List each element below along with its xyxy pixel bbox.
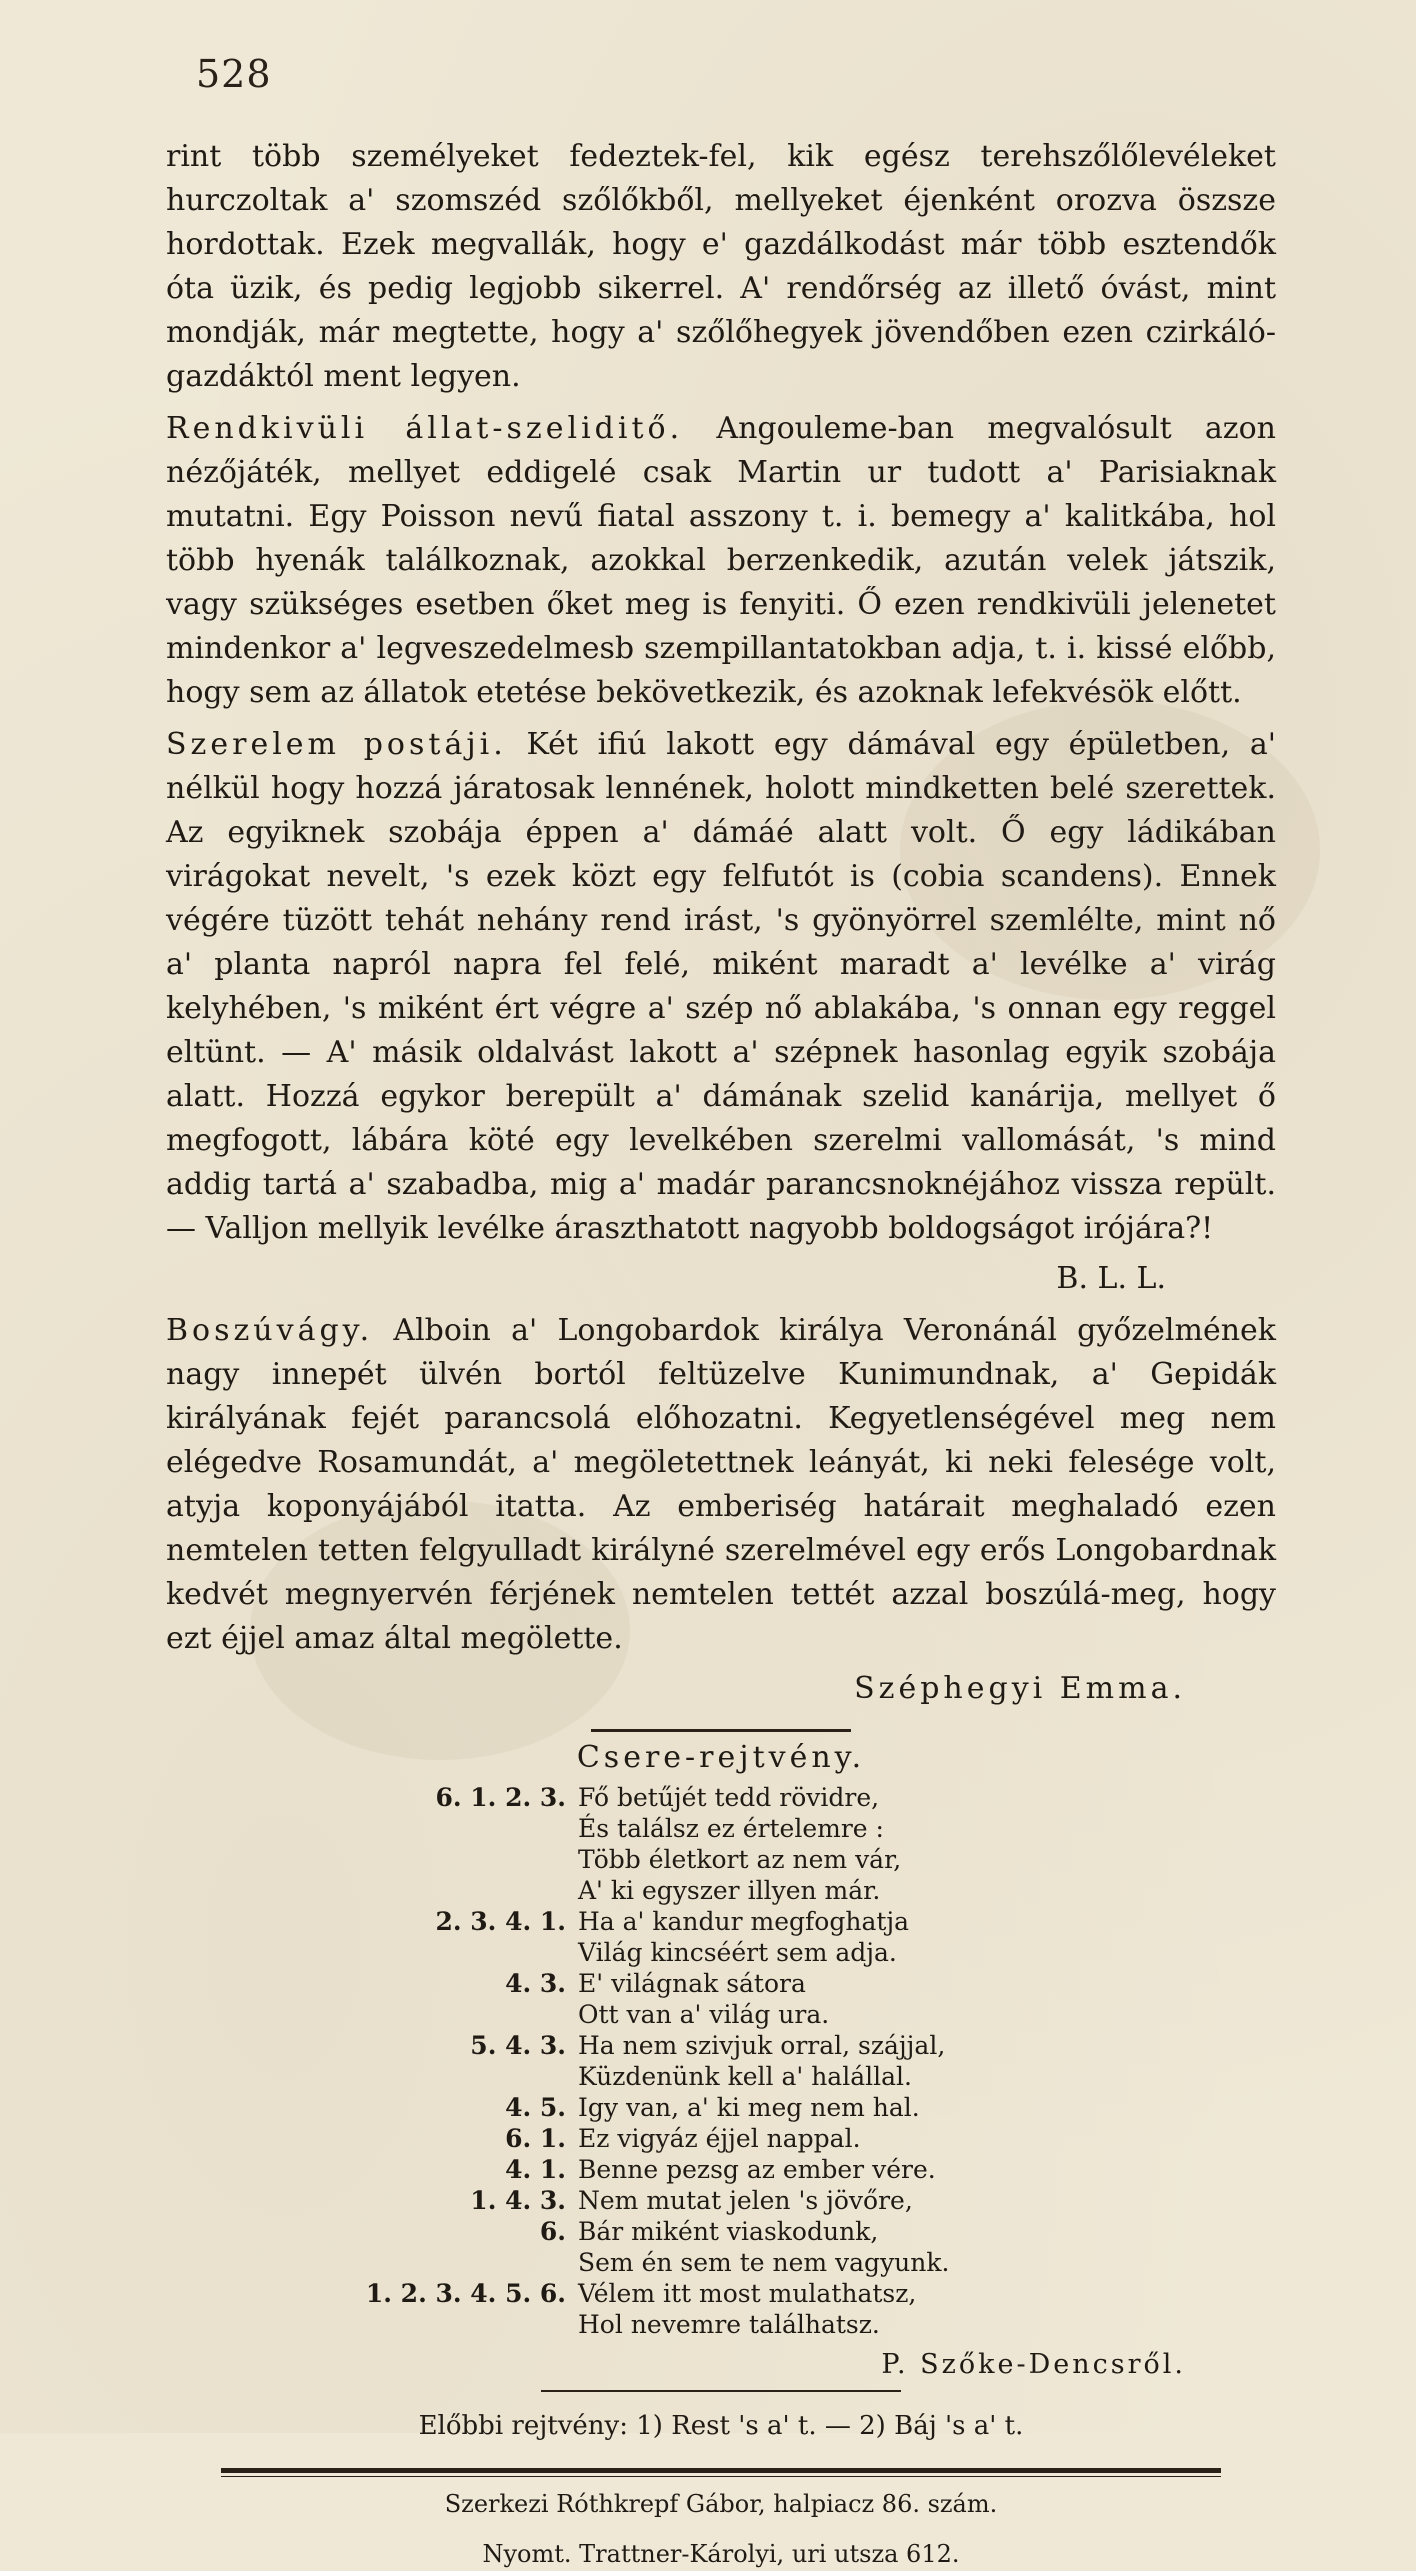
verse-line-number: 1. 4. 3. [470,2186,566,2215]
verse-line-text: Világ kincséért sem adja. [578,1938,897,1967]
verse-line-text: Több életkort az nem vár, [578,1845,902,1874]
verse-line-text: Ez vigyáz éjjel nappal. [578,2124,861,2153]
paragraph-heading: Rendkivüli állat-szeliditő. [166,411,684,446]
verse-line-number: 6. 1. [505,2124,566,2153]
paragraph-heading: Szerelem postáji. [166,727,507,762]
verse-line-number [206,2247,566,2278]
verse-line-number [206,1813,566,1844]
verse-line-number: 4. 5. [505,2093,566,2122]
article-paragraph-2 [166,407,1276,715]
verse-line-number: 5. 4. 3. [470,2031,566,2060]
puzzle-divider [541,2390,901,2392]
verse-line-text: E' világnak sátora [578,1969,806,1998]
verse-line-text: Küzdenünk kell a' halállal. [578,2062,912,2091]
article-paragraph-3 [166,723,1276,1251]
paragraph-text: Angouleme-ban megvalósult azon nézőjáték, mellyet eddigelé csak Martin ur tudott a' Parisiaknak mutatni. Egy Poisson nevű fiatal asszony t. i. bemegy a' kalitkába, hol több hyenák találkoznak, azokkal berzenkedik, azután velek játszik, vagy szükséges esetben őket meg is fenyiti. Ő ezen rendkivüli jelenetet mindenkor a' legveszedelmesb szempillantatokban adja, t. i. kissé előbb, hogy sem az állatok etetése bekövetkezik, és azoknak lefekvésök előtt. [166,411,1276,710]
verse-line-number: 4. 3. [505,1969,566,1998]
verse-line-text: És találsz ez értelemre : [578,1814,884,1843]
verse-line-text: Ha nem szivjuk orral, szájjal, [578,2031,946,2060]
editor-line: Szerkezi Róthkrepf Gábor, halpiacz 86. szám. [444,2490,998,2518]
verse-line-number [206,1875,566,1906]
verse-line-number: 4. 1. [505,2155,566,2184]
puzzle-signature: P. Szőke-Dencsről. [881,2349,1186,2380]
byline-emma: Széphegyi Emma. [854,1671,1186,1706]
article-paragraph-1 [166,135,1276,399]
verse-line-number [206,2309,566,2340]
verse-line-text: Ha a' kandur megfoghatja [578,1907,910,1936]
footer-rule-thick [221,2468,1221,2473]
verse-line-text: A' ki egyszer illyen már. [578,1876,881,1905]
puzzle-verse [206,1782,1276,2340]
verse-line-number [206,1937,566,1968]
page-content [166,135,1276,2571]
paragraph-heading: Boszúvágy. [166,1313,374,1348]
previous-puzzle-answer: Előbbi rejtvény: 1) Rest 's a' t. — 2) Báj 's a' t. [418,2411,1024,2441]
article-paragraph-4 [166,1309,1276,1661]
printer-line: Nyomt. Trattner-Károlyi, uri utsza 612. [482,2540,960,2568]
verse-line-text: Benne pezsg az ember vére. [578,2155,936,2184]
verse-line-number: 6. [539,2217,566,2246]
verse-line-text: Sem én sem te nem vagyunk. [578,2248,950,2277]
verse-line-number: 6. 1. 2. 3. [435,1783,566,1812]
verse-line-text: Nem mutat jelen 's jövőre, [578,2186,913,2215]
verse-line-number: 2. 3. 4. 1. [435,1907,566,1936]
paragraph-text: Alboin a' Longobardok királya Veronánál győzelmének nagy innepét ülvén bortól feltüzelve Kunimundnak, a' Gepidák királyának fejét parancsolá előhozatni. Kegyetlenségével meg nem elégedve Rosamundát, a' megöletettnek leányát, ki neki felesége volt, atyja koponyájából itatta. Az emberiség határait meghaladó ezen nemtelen tetten felgyulladt királyné szerelmével egy erős Longobardnak kedvét megnyervén férjének nemtelen tettét azzal boszúlá-meg, hogy ezt éjjel amaz által megölette. [166,1313,1276,1656]
verse-line-number [206,2061,566,2092]
footer-rule-fine [221,2476,1221,2477]
byline-bll: B. L. L. [1056,1261,1166,1296]
verse-line-number: 1. 2. 3. 4. 5. 6. [365,2279,566,2308]
section-divider [591,1729,851,1732]
verse-line-text: Ott van a' világ ura. [578,2000,830,2029]
verse-line-text: Bár miként viaskodunk, [578,2217,879,2246]
puzzle-title: Csere-rejtvény. [576,1740,866,1775]
paragraph-text: Két ifiú lakott egy dámával egy épületben, a' nélkül hogy hozzá járatosak lennének, holott mindketten belé szerettek. Az egyiknek szobája éppen a' dámáé alatt volt. Ő egy ládikában virágokat nevelt, 's ezek közt egy felfutót is (cobia scandens). Ennek végére tüzött tehát nehány rend irást, 's gyönyörrel szemlélte, mint nő a' planta napról napra fel felé, miként maradt a' levélke a' virág kelyhében, 's miként ért végre a' szép nő ablakába, 's onnan egy reggel eltünt. — A' másik oldalvást lakott a' szépnek hasonlag egyik szobája alatt. Hozzá egykor berepült a' dámának szelid kanárija, mellyet ő megfogott, lábára köté egy levelkében szerelmi vallomását, 's mind addig tartá a' szabadba, mig a' madár parancsnoknéjához vissza repült. — Valljon mellyik levélke áraszthatott nagyobb boldogságot irójára?! [166,727,1276,1246]
page-number: 528 [196,52,272,96]
verse-line-number [206,1999,566,2030]
verse-line-number [206,1844,566,1875]
verse-line-text: Fő betűjét tedd rövidre, [578,1783,880,1812]
verse-line-text: Vélem itt most mulathatsz, [578,2279,917,2308]
paragraph-text: rint több személyeket fedeztek-fel, kik egész terehszőlőlevéleket hurczoltak a' szomszéd szőlőkből, mellyeket éjenként orozva öszsze hordottak. Ezek megvallák, hogy e' gazdálkodást már több esztendők óta üzik, és pedig legjobb sikerrel. A' rendőrség az illető óvást, mint mondják, már megtette, hogy a' szőlőhegyek jövendőben ezen czirkáló-gazdáktól ment legyen. [166,139,1276,394]
verse-line-text: Hol nevemre találhatsz. [578,2310,880,2339]
verse-line-text: Igy van, a' ki meg nem hal. [578,2093,920,2122]
